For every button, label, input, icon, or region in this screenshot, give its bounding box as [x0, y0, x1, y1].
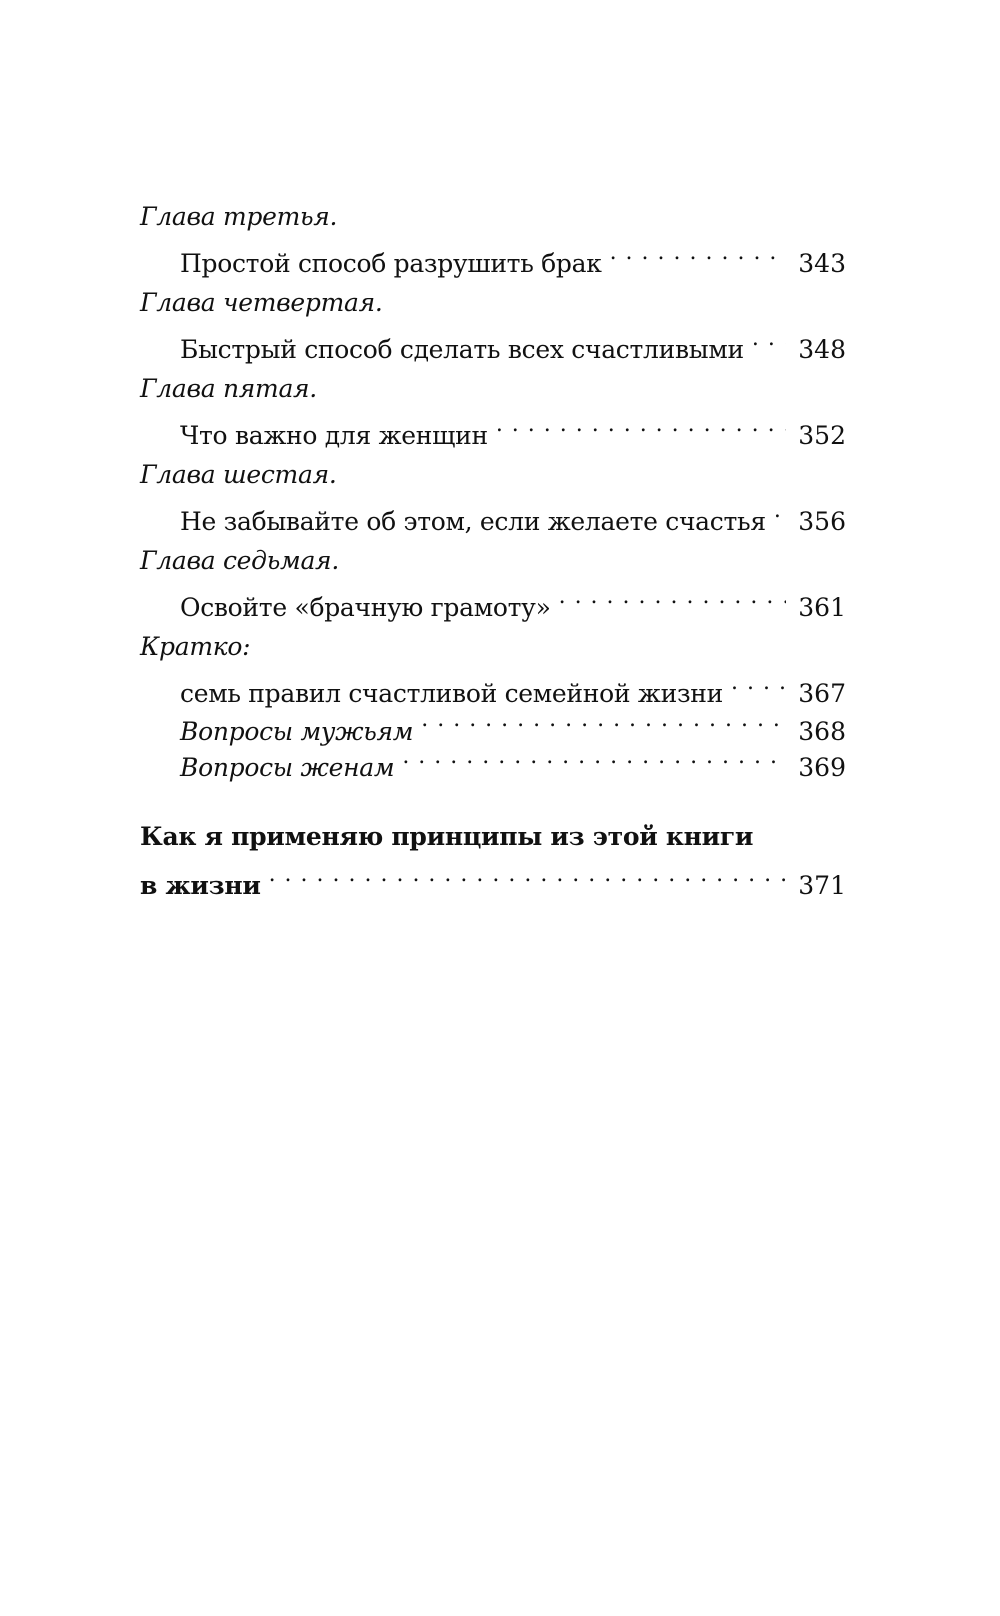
final-heading-line1: Как я применяю принципы из этой книги: [140, 822, 754, 851]
toc-page-number: 361: [798, 593, 846, 622]
dot-leader: [421, 702, 786, 740]
toc-entry[interactable]: [140, 406, 846, 450]
toc-entry-title: Простой способ разрушить брак: [180, 249, 602, 278]
toc-entry-title: Освойте «брачную грамоту»: [180, 593, 551, 622]
toc-chapter-3: [140, 200, 846, 278]
toc-entry-title: Вопросы мужьям: [180, 717, 414, 746]
toc-entry[interactable]: [140, 578, 846, 622]
toc-summary: [140, 630, 846, 782]
chapter-label: Глава пятая.: [140, 374, 317, 403]
toc-entry-title: Вопросы женам: [180, 753, 395, 782]
toc-entry-title: Быстрый способ сделать всех счастливыми: [180, 335, 744, 364]
dot-leader: [269, 856, 787, 894]
toc-entry-title: Что важно для женщин: [180, 421, 488, 450]
chapter-label: Глава третья.: [140, 202, 338, 231]
toc-page-number: 367: [798, 679, 846, 708]
table-of-contents: [140, 200, 846, 790]
toc-chapter-6: [140, 458, 846, 536]
final-heading-line2: в жизни: [140, 871, 261, 900]
toc-chapter-7: [140, 544, 846, 622]
summary-label: Кратко:: [140, 632, 251, 661]
toc-page-number: 368: [798, 717, 846, 746]
toc-page-number: 371: [798, 871, 846, 900]
toc-page-number: 356: [798, 507, 846, 536]
dot-leader: [496, 406, 786, 444]
toc-final-section[interactable]: [140, 818, 846, 900]
toc-chapter-5: [140, 372, 846, 450]
toc-page-number: 343: [798, 249, 846, 278]
chapter-label: Глава четвертая.: [140, 288, 383, 317]
dot-leader: [610, 234, 787, 272]
toc-entry-title: Не забывайте об этом, если желаете счастья: [180, 507, 766, 536]
toc-entry[interactable]: [140, 234, 846, 278]
dot-leader: [402, 738, 786, 776]
toc-page-number: 369: [798, 753, 846, 782]
chapter-label: Глава седьмая.: [140, 546, 339, 575]
dot-leader: [774, 492, 786, 530]
toc-entry[interactable]: [140, 856, 846, 900]
toc-entry-title: семь правил счастливой семейной жизни: [180, 679, 724, 708]
dot-leader: [752, 320, 786, 358]
toc-entry[interactable]: [140, 664, 846, 708]
chapter-label: Глава шестая.: [140, 460, 337, 489]
toc-page-number: 352: [798, 421, 846, 450]
dot-leader: [559, 578, 787, 616]
toc-chapter-4: [140, 286, 846, 364]
toc-entry[interactable]: [140, 492, 846, 536]
dot-leader: [731, 664, 786, 702]
toc-entry[interactable]: [140, 320, 846, 364]
toc-page-number: 348: [798, 335, 846, 364]
